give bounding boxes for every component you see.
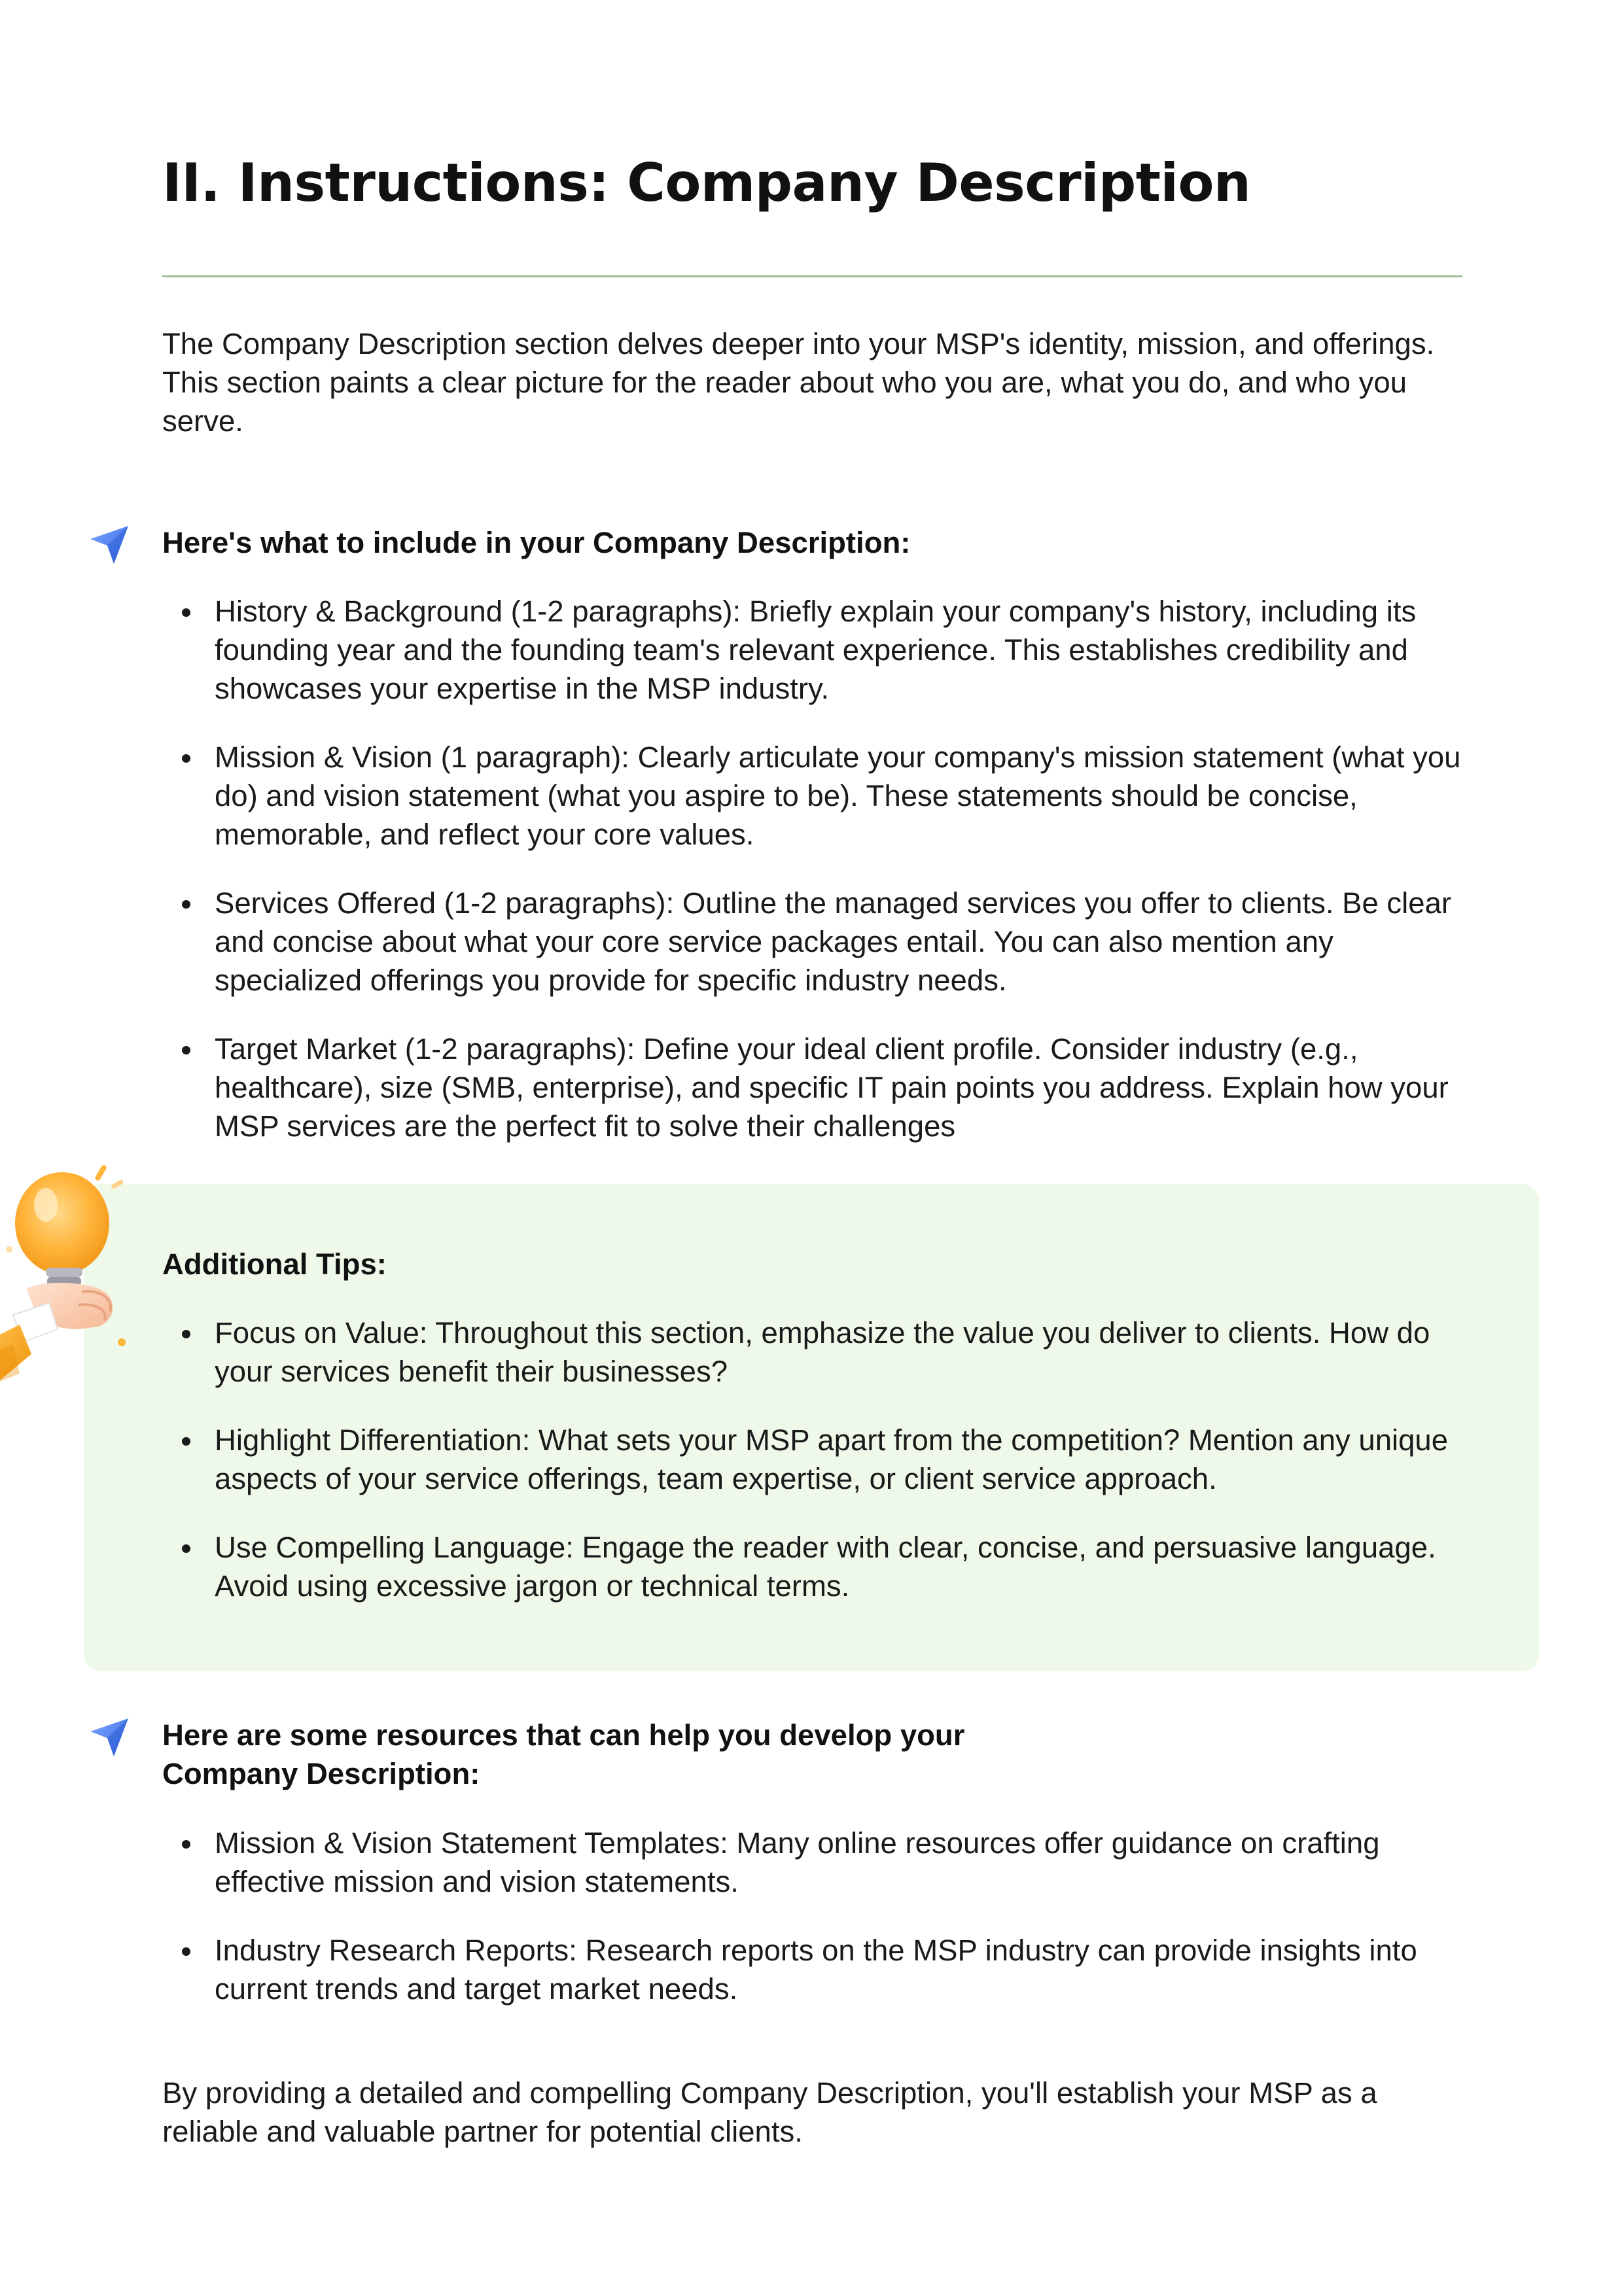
list-item: Industry Research Reports: Research reports on the MSP industry can provide insights into current trends and target market needs. xyxy=(162,1931,1477,2008)
list-item: Services Offered (1-2 paragraphs): Outline the managed services you offer to clients. Be clear and concise about what your core service packages entail. You can also mention any specialized offerings you provide for specific industry needs. xyxy=(162,884,1477,1000)
navigation-arrow-icon xyxy=(88,1716,131,1759)
resources-section-heading xyxy=(162,1716,964,1793)
page-title: II. Instructions: Company Description xyxy=(162,152,1251,213)
list-item: Focus on Value: Throughout this section, emphasize the value you deliver to clients. How do your services benefit their businesses? xyxy=(162,1313,1477,1391)
include-section-heading: Here's what to include in your Company Description: xyxy=(162,526,911,559)
resources-heading-line1: Here are some resources that can help you develop your xyxy=(162,1718,965,1752)
list-item: Highlight Differentiation: What sets your MSP apart from the competition? Mention any unique aspects of your service offerings, team expertise, or client service approach. xyxy=(162,1421,1477,1498)
list-item: Target Market (1-2 paragraphs): Define your ideal client profile. Consider industry (e.g., healthcare), size (SMB, enterprise), and specific IT pain points you address. Explain how your MSP services are the perfect fit to solve their challenges xyxy=(162,1030,1477,1145)
list-item: Mission & Vision Statement Templates: Many online resources offer guidance on crafting effective mission and vision statements. xyxy=(162,1824,1477,1901)
include-list xyxy=(162,592,1477,1145)
list-item: Use Compelling Language: Engage the reader with clear, concise, and persuasive language. Avoid using excessive jargon or technical terms. xyxy=(162,1528,1477,1605)
intro-paragraph: The Company Description section delves deeper into your MSP's identity, mission, and offerings. This section paints a clear picture for the reader about who you are, what you do, and who you serve. xyxy=(162,327,1435,438)
list-item: Mission & Vision (1 paragraph): Clearly articulate your company's mission statement (what you do) and vision statement (what you aspire to be). These statements should be concise, memorable, and reflect your core values. xyxy=(162,738,1477,854)
lightbulb-in-hand-illustration xyxy=(0,1158,137,1413)
navigation-arrow-icon xyxy=(88,523,131,566)
title-divider xyxy=(162,275,1462,277)
tips-section-heading: Additional Tips: xyxy=(162,1247,387,1281)
tips-list xyxy=(162,1313,1477,1605)
closing-paragraph: By providing a detailed and compelling Company Description, you'll establish your MSP as a reliable and valuable partner for potential clients. xyxy=(162,2076,1377,2148)
resources-list xyxy=(162,1824,1477,2008)
resources-heading-line2: Company Description: xyxy=(162,1757,480,1790)
list-item: History & Background (1-2 paragraphs): Briefly explain your company's history, including its founding year and the founding team's relevant experience. This establishes credibility and showcases your expertise in the MSP industry. xyxy=(162,592,1477,708)
